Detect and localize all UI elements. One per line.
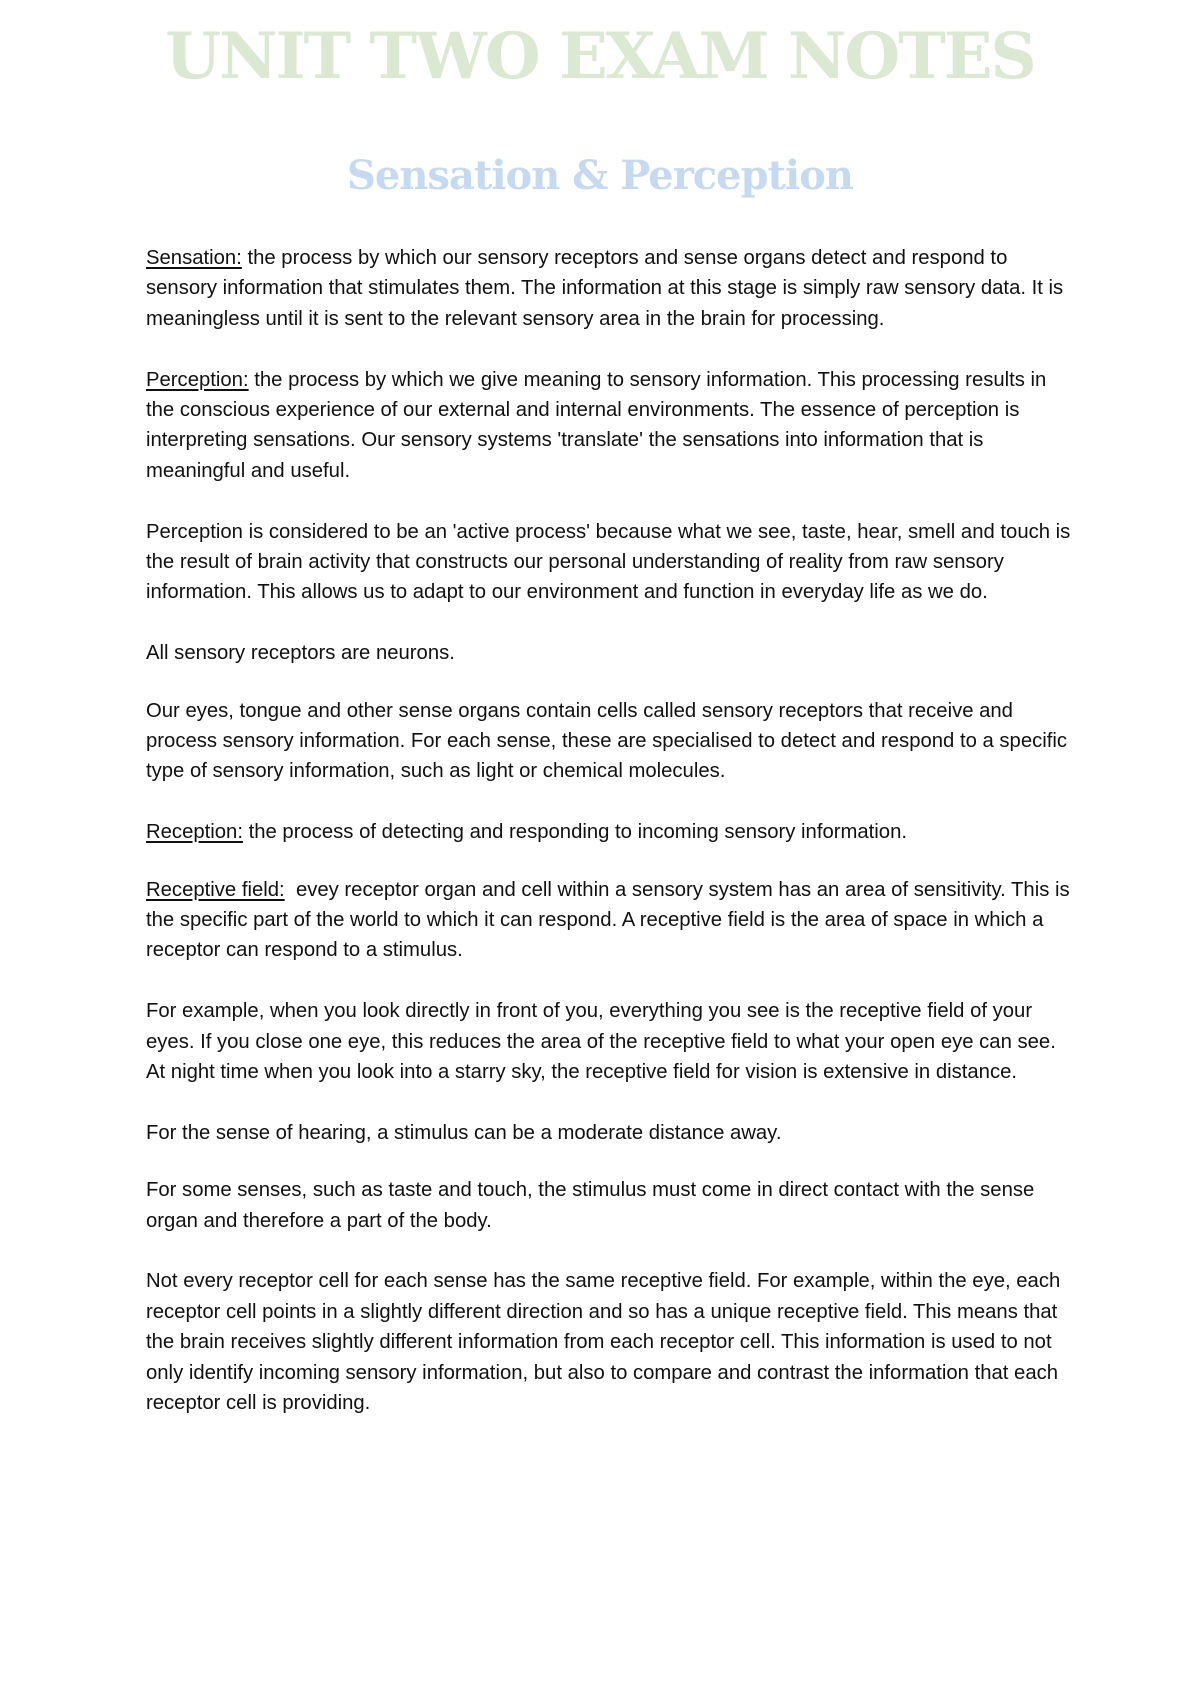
definition-sensation: the process by which our sensory receptors and sense organs detect and respond to sensory information that stimulates them. The information at this stage is simply raw sensory data. It is meaningless until it is sent to the relevant sensory area in the brain for processing. (146, 247, 1064, 330)
paragraph-active-process: Perception is considered to be an 'active process' because what we see, taste, hear, smell and touch is the result of brain activity that constructs our personal understanding of reality from raw sensory information. This allows us to adapt to our environment and function in everyday life as we do. (146, 520, 1071, 604)
paragraph-vision-example: For example, when you look directly in front of you, everything you see is the receptive field of your eyes. If you close one eye, this reduces the area of the receptive field to what your open eye can see. At night time when you look into a starry sky, the receptive field for vision is extensive in distance. (146, 1000, 1056, 1084)
section-heading: Sensation & Perception (347, 152, 853, 199)
paragraph-sensory-receptors: Our eyes, tongue and other sense organs contain cells called sensory receptors that receive and process sensory information. For each sense, these are specialised to detect and respond to a specific type of sensory information, such as light or chemical molecules. (146, 699, 1068, 783)
paragraph-sensation-definition (146, 243, 1076, 334)
paragraph-taste-touch: For some senses, such as taste and touch, the stimulus must come in direct contact with the sense organ and therefore a part of the body. (146, 1179, 1035, 1232)
paragraph-perception-definition (146, 365, 1076, 487)
paragraph-reception-definition (146, 817, 1076, 847)
paragraph-receptor-differences: Not every receptor cell for each sense has the same receptive field. For example, within the eye, each receptor cell points in a slightly different direction and so has a unique receptive field. This means that the brain receives slightly different information from each receptor cell. This information is used to not only identify incoming sensory information, but also to compare and contrast the information that each receptor cell is providing. (146, 1270, 1061, 1415)
definition-receptive-field: evey receptor organ and cell within a sensory system has an area of sensitivity. This is the specific part of the world to which it can respond. A receptive field is the area of space in which a receptor can respond to a stimulus. (146, 878, 1076, 962)
paragraph-receptors-neurons: All sensory receptors are neurons. (146, 642, 455, 665)
term-receptive-field: Receptive field: (146, 878, 285, 901)
term-reception: Reception: (146, 821, 243, 844)
term-sensation: Sensation: (146, 247, 242, 269)
paragraph-hearing: For the sense of hearing, a stimulus can be a moderate distance away. (146, 1121, 782, 1144)
page-title: UNIT TWO EXAM NOTES (165, 19, 1035, 94)
notes-body (146, 243, 1076, 1449)
term-perception: Perception: (146, 368, 249, 391)
paragraph-receptive-field-definition (146, 875, 1076, 966)
definition-perception: the process by which we give meaning to sensory information. This processing results in the conscious experience of our external and internal environments. The essence of perception is interpreting sensations. Our sensory systems 'translate' the sensations into information that is meaningful and useful. (146, 368, 1047, 482)
definition-reception: the process of detecting and responding to incoming sensory information. (242, 821, 908, 844)
